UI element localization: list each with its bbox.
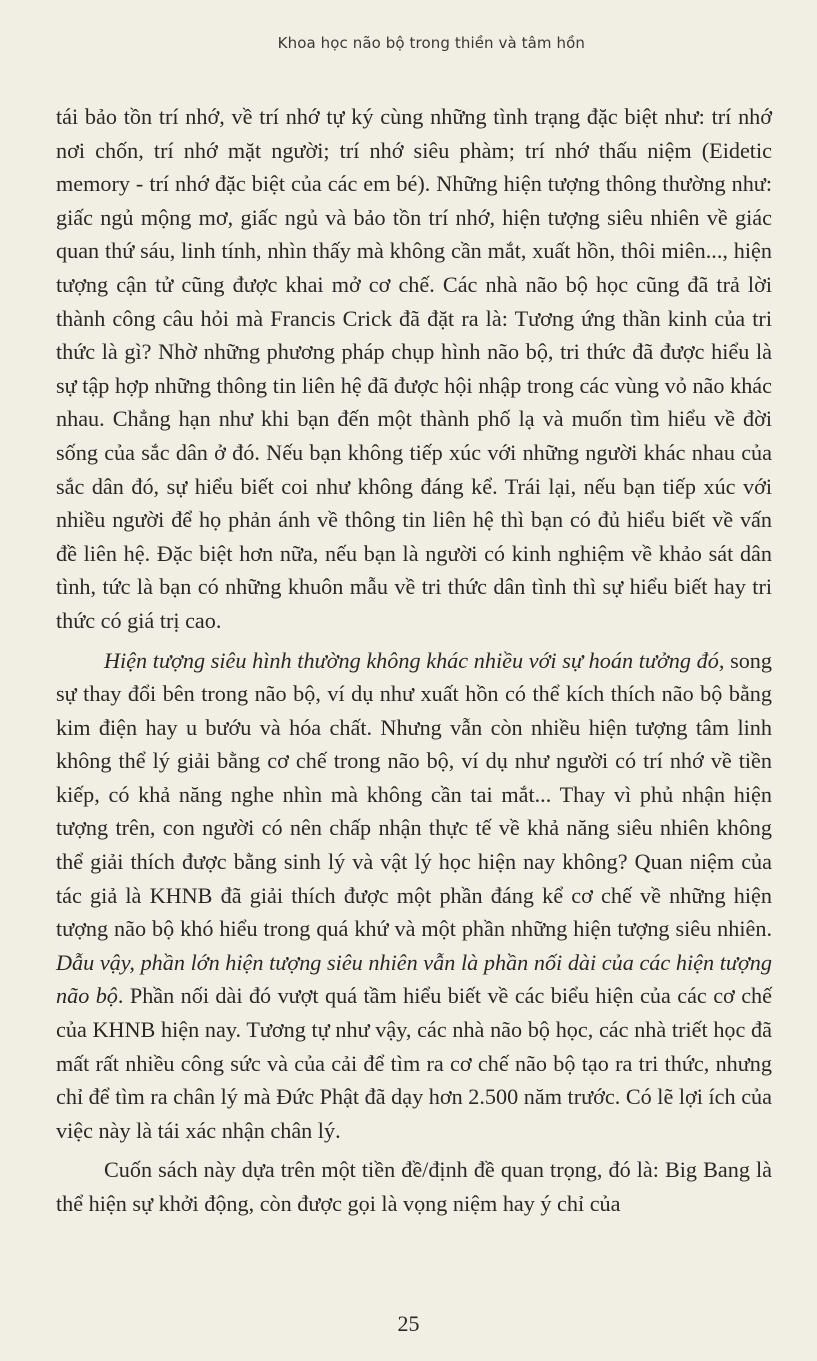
paragraph-1-text: tái bảo tồn trí nhớ, về trí nhớ tự ký cùng những tình trạng đặc biệt như: trí nhớ nơi chốn, trí nhớ mặt người; trí nhớ siêu phàm; trí nhớ thấu niệm (Eidetic memory - trí nhớ đặc biệt của các em bé). Những hiện tượng thông thường như: giấc ngủ mộng mơ, giấc ngủ và bảo tồn trí nhớ, hiện tượng siêu nhiên về giác quan thứ sáu, linh tính, nhìn thấy mà không cần mắt, xuất hồn, thôi miên..., hiện tượng cận tử cũng được khai mở cơ chế. Các nhà não bộ học cũng đã trả lời thành công câu hỏi mà Francis Crick đã đặt ra là: Tương ứng thần kinh của tri thức là gì? Nhờ những phương pháp chụp hình não bộ, tri thức đã được hiểu là sự tập hợp những thông tin liên hệ đã được hội nhập trong các vùng vỏ não khác nhau. Chẳng hạn như khi bạn đến một thành phố lạ và muốn tìm hiểu về đời sống của sắc dân ở đó. Nếu bạn không tiếp xúc với những người khác nhau của sắc dân đó, sự hiểu biết coi như không đáng kể. Trái lại, nếu bạn tiếp xúc với nhiều người để họ phản ánh về thông tin liên hệ thì bạn có đủ hiểu biết về vấn đề liên hệ. Đặc biệt hơn nữa, nếu bạn là người có kinh nghiệm về khảo sát dân tình, tức là bạn có những khuôn mẫu về tri thức dân tình thì sự hiểu biết hay tri thức có giá trị cao. [56,104,772,633]
paragraph-1 [56,100,772,638]
running-header: Khoa học não bộ trong thiền và tâm hồn [277,34,585,52]
paragraph-2-italic-emphasis: Dẫu vậy, phần lớn hiện tượng siêu nhiên vẫn là phần nối dài của các hiện tượng não bộ [56,949,772,1009]
body-text [56,100,772,1221]
page-number: 25 [397,1311,420,1336]
paragraph-3 [56,1153,772,1220]
paragraph-3-text: Cuốn sách này dựa trên một tiền đề/định đề quan trọng, đó là: Big Bang là thể hiện sự khởi động, còn được gọi là vọng niệm hay ý chỉ của [56,1157,772,1216]
paragraph-2-italic-lead: Hiện tượng siêu hình thường không khác nhiều với sự hoán tưởng đó, [104,647,725,673]
paragraph-2-text-a: song sự thay đổi bên trong não bộ, ví dụ như xuất hồn có thể kích thích não bộ bằng kim điện hay u bướu và hóa chất. Nhưng vẫn còn nhiều hiện tượng tâm linh không thể lý giải bằng cơ chế trong não bộ, ví dụ như người có trí nhớ về tiền kiếp, có khả năng nghe nhìn mà không cần tai mắt... Thay vì phủ nhận hiện tượng trên, con người có nên chấp nhận thực tế về khả năng siêu nhiên không thể giải thích được bằng sinh lý và vật lý học hiện nay không? Quan niệm của tác giả là KHNB đã giải thích được một phần đáng kể cơ chế về những hiện tượng não bộ khó hiểu trong quá khứ và một phần những hiện tượng siêu nhiên. [56,647,772,942]
paragraph-2 [56,644,772,1148]
paragraph-2-text-b: . Phần nối dài đó vượt quá tầm hiểu biết về các biểu hiện của các cơ chế của KHNB hiện nay. Tương tự như vậy, các nhà não bộ học, các nhà triết học đã mất rất nhiều công sức và của cải để tìm ra cơ chế não bộ tạo ra tri thức, nhưng chỉ để tìm ra chân lý mà Đức Phật đã dạy hơn 2.500 năm trước. Có lẽ lợi ích của việc này là tái xác nhận chân lý. [56,983,772,1143]
